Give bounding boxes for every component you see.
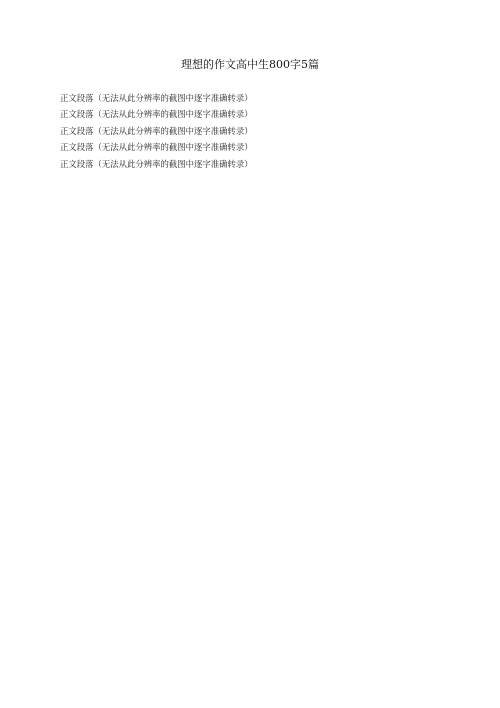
body-paragraph-2: 正文段落（无法从此分辨率的截图中逐字准确转录） [60, 109, 253, 120]
document-body [60, 92, 442, 692]
body-paragraph-4: 正文段落（无法从此分辨率的截图中逐字准确转录） [60, 142, 253, 153]
body-paragraph-1: 正文段落（无法从此分辨率的截图中逐字准确转录） [60, 93, 253, 103]
document-title: 理想的作文高中生800字5篇 [181, 58, 319, 71]
body-paragraph-3: 正文段落（无法从此分辨率的截图中逐字准确转录） [60, 125, 253, 136]
body-paragraph-5: 正文段落（无法从此分辨率的截图中逐字准确转录） [60, 158, 253, 169]
